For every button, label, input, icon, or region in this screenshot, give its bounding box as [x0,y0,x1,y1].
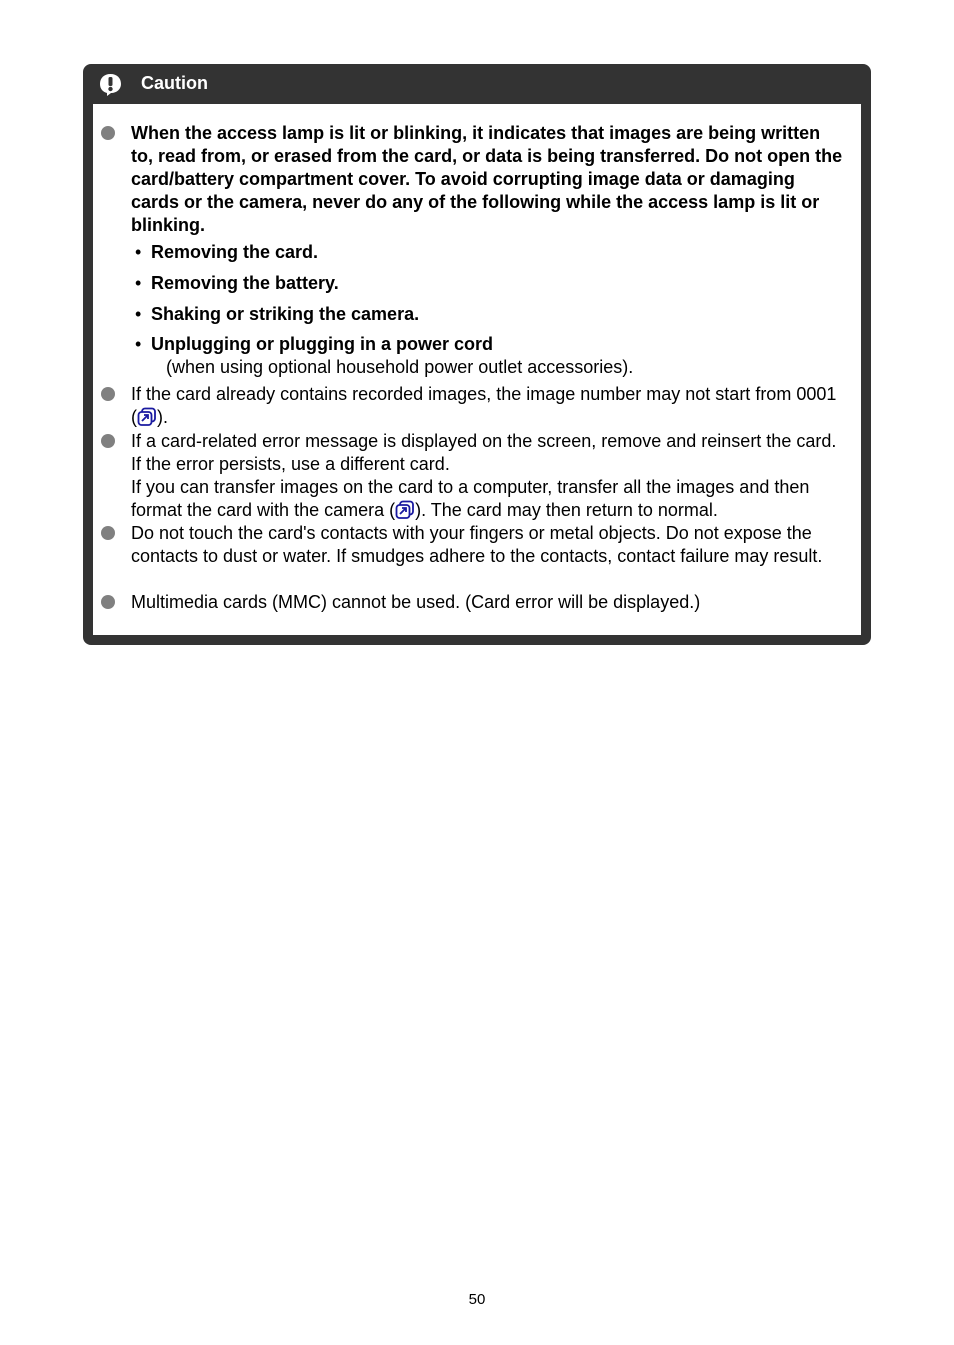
caution-item-card-error: If a card-related error message is displayed on the screen, remove and reinsert the card. If the error persists, use a different card. If you can transfer images on the card to a computer, transfer all the images and then format the card with the camera ( ). The card may then return to normal. [131,431,837,520]
sub-item-shaking: • Shaking or striking the camera. [135,304,420,324]
sub-item-removing-battery: • Removing the battery. [135,273,339,293]
page-number: 50 [468,1291,486,1308]
sub-item-note: (when using optional household power outlet accessories). [166,357,634,377]
caution-item-image-number: If the card already contains recorded images, the image number may not start from 0001 ( ). [131,384,837,427]
exclamation-icon [99,73,122,97]
caution-body [93,104,861,635]
caution-item-mmc: Multimedia cards (MMC) cannot be used. (Card error will be displayed.) [131,592,701,612]
bullet-dot [101,595,115,609]
sub-item-power-cord: • Unplugging or plugging in a power cord [135,334,493,354]
bullet-dot [101,126,115,140]
caution-item-contacts: Do not touch the card's contacts with your fingers or metal objects. Do not expose the contacts to dust or water. If smudges adhere to the contacts, contact failure may result. [131,523,823,566]
bullet-dot [101,526,115,540]
page-link-icon[interactable] [137,407,157,427]
bullet-dot [101,434,115,448]
page-link-icon[interactable] [395,500,415,520]
caution-box [83,64,871,645]
caution-item-access-lamp: When the access lamp is lit or blinking, it indicates that images are being written to, read from, or erased from the card, or data is being transferred. Do not open the card/battery compartment cover. To avoid corrupting image data or damaging cards or the camera, never do any of the following while the access lamp is lit or blinking. [131,123,843,235]
caution-title: Caution [141,73,208,93]
caution-header [83,64,871,104]
sub-item-removing-card: • Removing the card. [135,242,319,262]
bullet-dot [101,387,115,401]
